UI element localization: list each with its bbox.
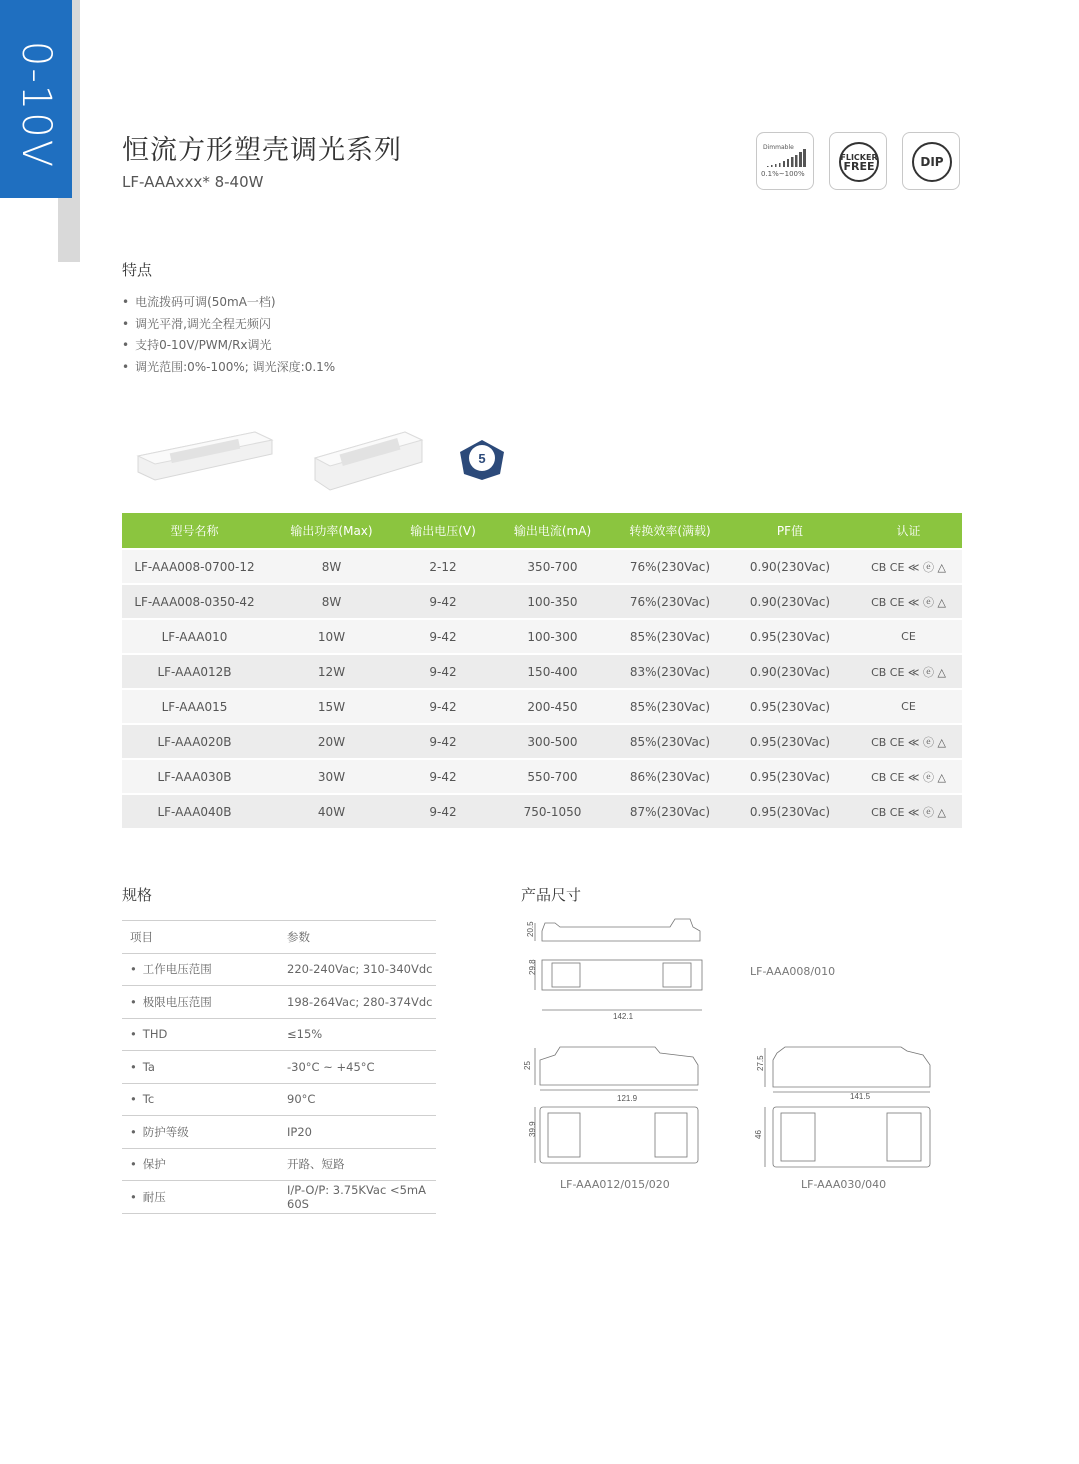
col-voltage: 输出电压(V) — [396, 513, 490, 548]
cell-pf: 0.95(230Vac) — [725, 723, 855, 758]
dip-badge — [902, 132, 960, 190]
cell-power: 40W — [267, 793, 396, 828]
product-photo-wide — [315, 432, 422, 490]
col-certification: 认证 — [855, 513, 962, 548]
drawing-3-top — [754, 1107, 930, 1167]
page-title: 恒流方形塑壳调光系列 — [122, 135, 402, 166]
cell-voltage: 9-42 — [396, 688, 490, 723]
d1-height-label: 20.5 — [526, 921, 535, 937]
cell-cert-icons: CB CE ≪ ⓔ △ — [855, 583, 962, 618]
specs-col-param: 参数 — [286, 921, 436, 954]
table-row — [122, 548, 962, 583]
cell-power: 12W — [267, 653, 396, 688]
spec-item: Tc — [142, 1092, 155, 1107]
cell-voltage: 9-42 — [396, 583, 490, 618]
cell-efficiency: 87%(230Vac) — [615, 793, 725, 828]
table-row — [122, 793, 962, 828]
warranty-years: 5 — [478, 451, 486, 466]
cell-voltage: 9-42 — [396, 793, 490, 828]
drawing-1-side — [526, 919, 700, 941]
d2-caption: LF-AAA012/015/020 — [560, 1178, 670, 1191]
cell-power: 10W — [267, 618, 396, 653]
cell-model: LF-AAA040B — [122, 793, 267, 828]
cell-cert-icons: CE — [855, 688, 962, 723]
cell-power: 8W — [267, 548, 396, 583]
specs-col-item: 项目 — [122, 921, 286, 954]
table-row — [122, 653, 962, 688]
drawing-2-top — [528, 1107, 698, 1163]
cell-model: LF-AAA008-0700-12 — [122, 548, 267, 583]
spec-item: 耐压 — [142, 1189, 166, 1204]
page-subtitle: LF-AAAxxx* 8-40W — [122, 173, 264, 191]
cell-model: LF-AAA015 — [122, 688, 267, 723]
spec-item: 防护等级 — [142, 1124, 189, 1139]
specs-table — [122, 920, 436, 1214]
cell-current: 300-500 — [490, 723, 615, 758]
d2-height-label: 25 — [523, 1061, 532, 1070]
product-photo-slim — [138, 432, 272, 480]
specs-header-row — [122, 921, 436, 954]
d1-length-label: 142.1 — [613, 1012, 634, 1021]
cell-cert-icons: CE — [855, 618, 962, 653]
features-heading: 特点 — [122, 261, 153, 279]
cell-power: 20W — [267, 723, 396, 758]
cell-current: 100-300 — [490, 618, 615, 653]
d3-caption: LF-AAA030/040 — [801, 1178, 887, 1191]
drawing-3-side — [756, 1047, 930, 1101]
spec-item: 极限电压范围 — [142, 994, 212, 1009]
feature-item: • 电流拨码可调(50mA一档) — [122, 292, 335, 314]
spec-value: ≤15% — [286, 1018, 436, 1051]
feature-item: • 支持0-10V/PWM/Rx调光 — [122, 335, 335, 357]
features-list — [122, 292, 335, 378]
dimming-bars-icon — [763, 149, 809, 169]
cell-pf: 0.95(230Vac) — [725, 688, 855, 723]
cell-model: LF-AAA010 — [122, 618, 267, 653]
cell-pf: 0.90(230Vac) — [725, 548, 855, 583]
spec-row: • 防护等级 IP20 — [122, 1116, 436, 1149]
d2-length-label: 121.9 — [617, 1094, 638, 1103]
cell-current: 550-700 — [490, 758, 615, 793]
specs-heading: 规格 — [122, 886, 153, 904]
cell-pf: 0.95(230Vac) — [725, 793, 855, 828]
model-table — [122, 513, 962, 828]
spec-row: • 极限电压范围 198-264Vac; 280-374Vdc — [122, 986, 436, 1019]
col-model: 型号名称 — [122, 513, 267, 548]
warranty-badge-icon — [460, 440, 504, 480]
cell-efficiency: 85%(230Vac) — [615, 618, 725, 653]
spec-value: 开路、短路 — [286, 1148, 436, 1181]
cell-cert-icons: CB CE ≪ ⓔ △ — [855, 548, 962, 583]
cell-current: 100-350 — [490, 583, 615, 618]
col-pf: PF值 — [725, 513, 855, 548]
dip-icon: DIP — [912, 142, 952, 182]
cell-efficiency: 76%(230Vac) — [615, 548, 725, 583]
table-row — [122, 583, 962, 618]
spec-row: • Tc 90°C — [122, 1083, 436, 1116]
cell-model: LF-AAA012B — [122, 653, 267, 688]
cell-voltage: 9-42 — [396, 723, 490, 758]
spec-value: 220-240Vac; 310-340Vdc — [286, 953, 436, 986]
d1-width-label: 29.8 — [528, 959, 537, 975]
d3-length-label: 141.5 — [850, 1092, 871, 1101]
flicker-line1: FLICKER — [840, 153, 878, 162]
drawing-2-side — [523, 1047, 698, 1103]
side-category-tab — [0, 0, 72, 198]
d2-width-label: 39.9 — [528, 1121, 537, 1137]
flicker-free-badge — [829, 132, 887, 190]
cell-cert-icons: CB CE ≪ ⓔ △ — [855, 723, 962, 758]
product-images — [130, 418, 520, 498]
dimmable-badge — [756, 132, 814, 190]
drawing-1-top — [528, 959, 702, 1021]
cell-power: 8W — [267, 583, 396, 618]
spec-value: 198-264Vac; 280-374Vdc — [286, 986, 436, 1019]
cell-voltage: 9-42 — [396, 618, 490, 653]
spec-value: -30°C ~ +45°C — [286, 1051, 436, 1084]
cell-pf: 0.90(230Vac) — [725, 583, 855, 618]
cell-model: LF-AAA030B — [122, 758, 267, 793]
spec-item: Ta — [142, 1059, 155, 1074]
cell-efficiency: 85%(230Vac) — [615, 688, 725, 723]
spec-row: • Ta -30°C ~ +45°C — [122, 1051, 436, 1084]
model-table-header — [122, 513, 962, 548]
side-tab-label: 0-10V — [13, 40, 59, 170]
cell-pf: 0.90(230Vac) — [725, 653, 855, 688]
cell-model: LF-AAA008-0350-42 — [122, 583, 267, 618]
col-power: 输出功率(Max) — [267, 513, 396, 548]
table-row — [122, 723, 962, 758]
spec-row: • 耐压 I/P-O/P: 3.75KVac <5mA 60S — [122, 1181, 436, 1214]
cell-power: 30W — [267, 758, 396, 793]
dimensions-heading: 产品尺寸 — [521, 886, 582, 904]
dimension-drawings — [515, 905, 955, 1205]
cell-current: 200-450 — [490, 688, 615, 723]
cell-cert-icons: CB CE ≪ ⓔ △ — [855, 793, 962, 828]
table-row — [122, 618, 962, 653]
d3-width-label: 46 — [754, 1130, 763, 1139]
cell-current: 750-1050 — [490, 793, 615, 828]
flicker-free-icon — [839, 142, 879, 182]
spec-item: 保护 — [142, 1157, 166, 1172]
cell-voltage: 2-12 — [396, 548, 490, 583]
feature-item: • 调光平滑,调光全程无频闪 — [122, 314, 335, 336]
dimmable-label: Dimmable — [763, 144, 794, 151]
dimmable-range: 0.1%~100% — [761, 170, 805, 178]
spec-item: THD — [142, 1027, 168, 1042]
cell-efficiency: 83%(230Vac) — [615, 653, 725, 688]
cell-pf: 0.95(230Vac) — [725, 758, 855, 793]
col-current: 输出电流(mA) — [490, 513, 615, 548]
spec-item: 工作电压范围 — [142, 962, 212, 977]
table-row — [122, 688, 962, 723]
cell-model: LF-AAA020B — [122, 723, 267, 758]
cell-cert-icons: CB CE ≪ ⓔ △ — [855, 653, 962, 688]
spec-row: • 保护 开路、短路 — [122, 1148, 436, 1181]
spec-row: • 工作电压范围 220-240Vac; 310-340Vdc — [122, 953, 436, 986]
d1-caption: LF-AAA008/010 — [750, 965, 836, 978]
cell-efficiency: 76%(230Vac) — [615, 583, 725, 618]
flicker-line2: FREE — [843, 160, 875, 173]
cell-pf: 0.95(230Vac) — [725, 618, 855, 653]
col-efficiency: 转换效率(满载) — [615, 513, 725, 548]
d3-height-label: 27.5 — [756, 1055, 765, 1071]
spec-row: • THD ≤15% — [122, 1018, 436, 1051]
cell-voltage: 9-42 — [396, 758, 490, 793]
cell-power: 15W — [267, 688, 396, 723]
cell-cert-icons: CB CE ≪ ⓔ △ — [855, 758, 962, 793]
spec-value: 90°C — [286, 1083, 436, 1116]
cell-current: 150-400 — [490, 653, 615, 688]
cell-voltage: 9-42 — [396, 653, 490, 688]
table-row — [122, 758, 962, 793]
cell-efficiency: 85%(230Vac) — [615, 723, 725, 758]
feature-item: • 调光范围:0%-100%; 调光深度:0.1% — [122, 357, 335, 379]
cell-efficiency: 86%(230Vac) — [615, 758, 725, 793]
cell-current: 350-700 — [490, 548, 615, 583]
spec-value: I/P-O/P: 3.75KVac <5mA 60S — [286, 1181, 436, 1214]
spec-value: IP20 — [286, 1116, 436, 1149]
